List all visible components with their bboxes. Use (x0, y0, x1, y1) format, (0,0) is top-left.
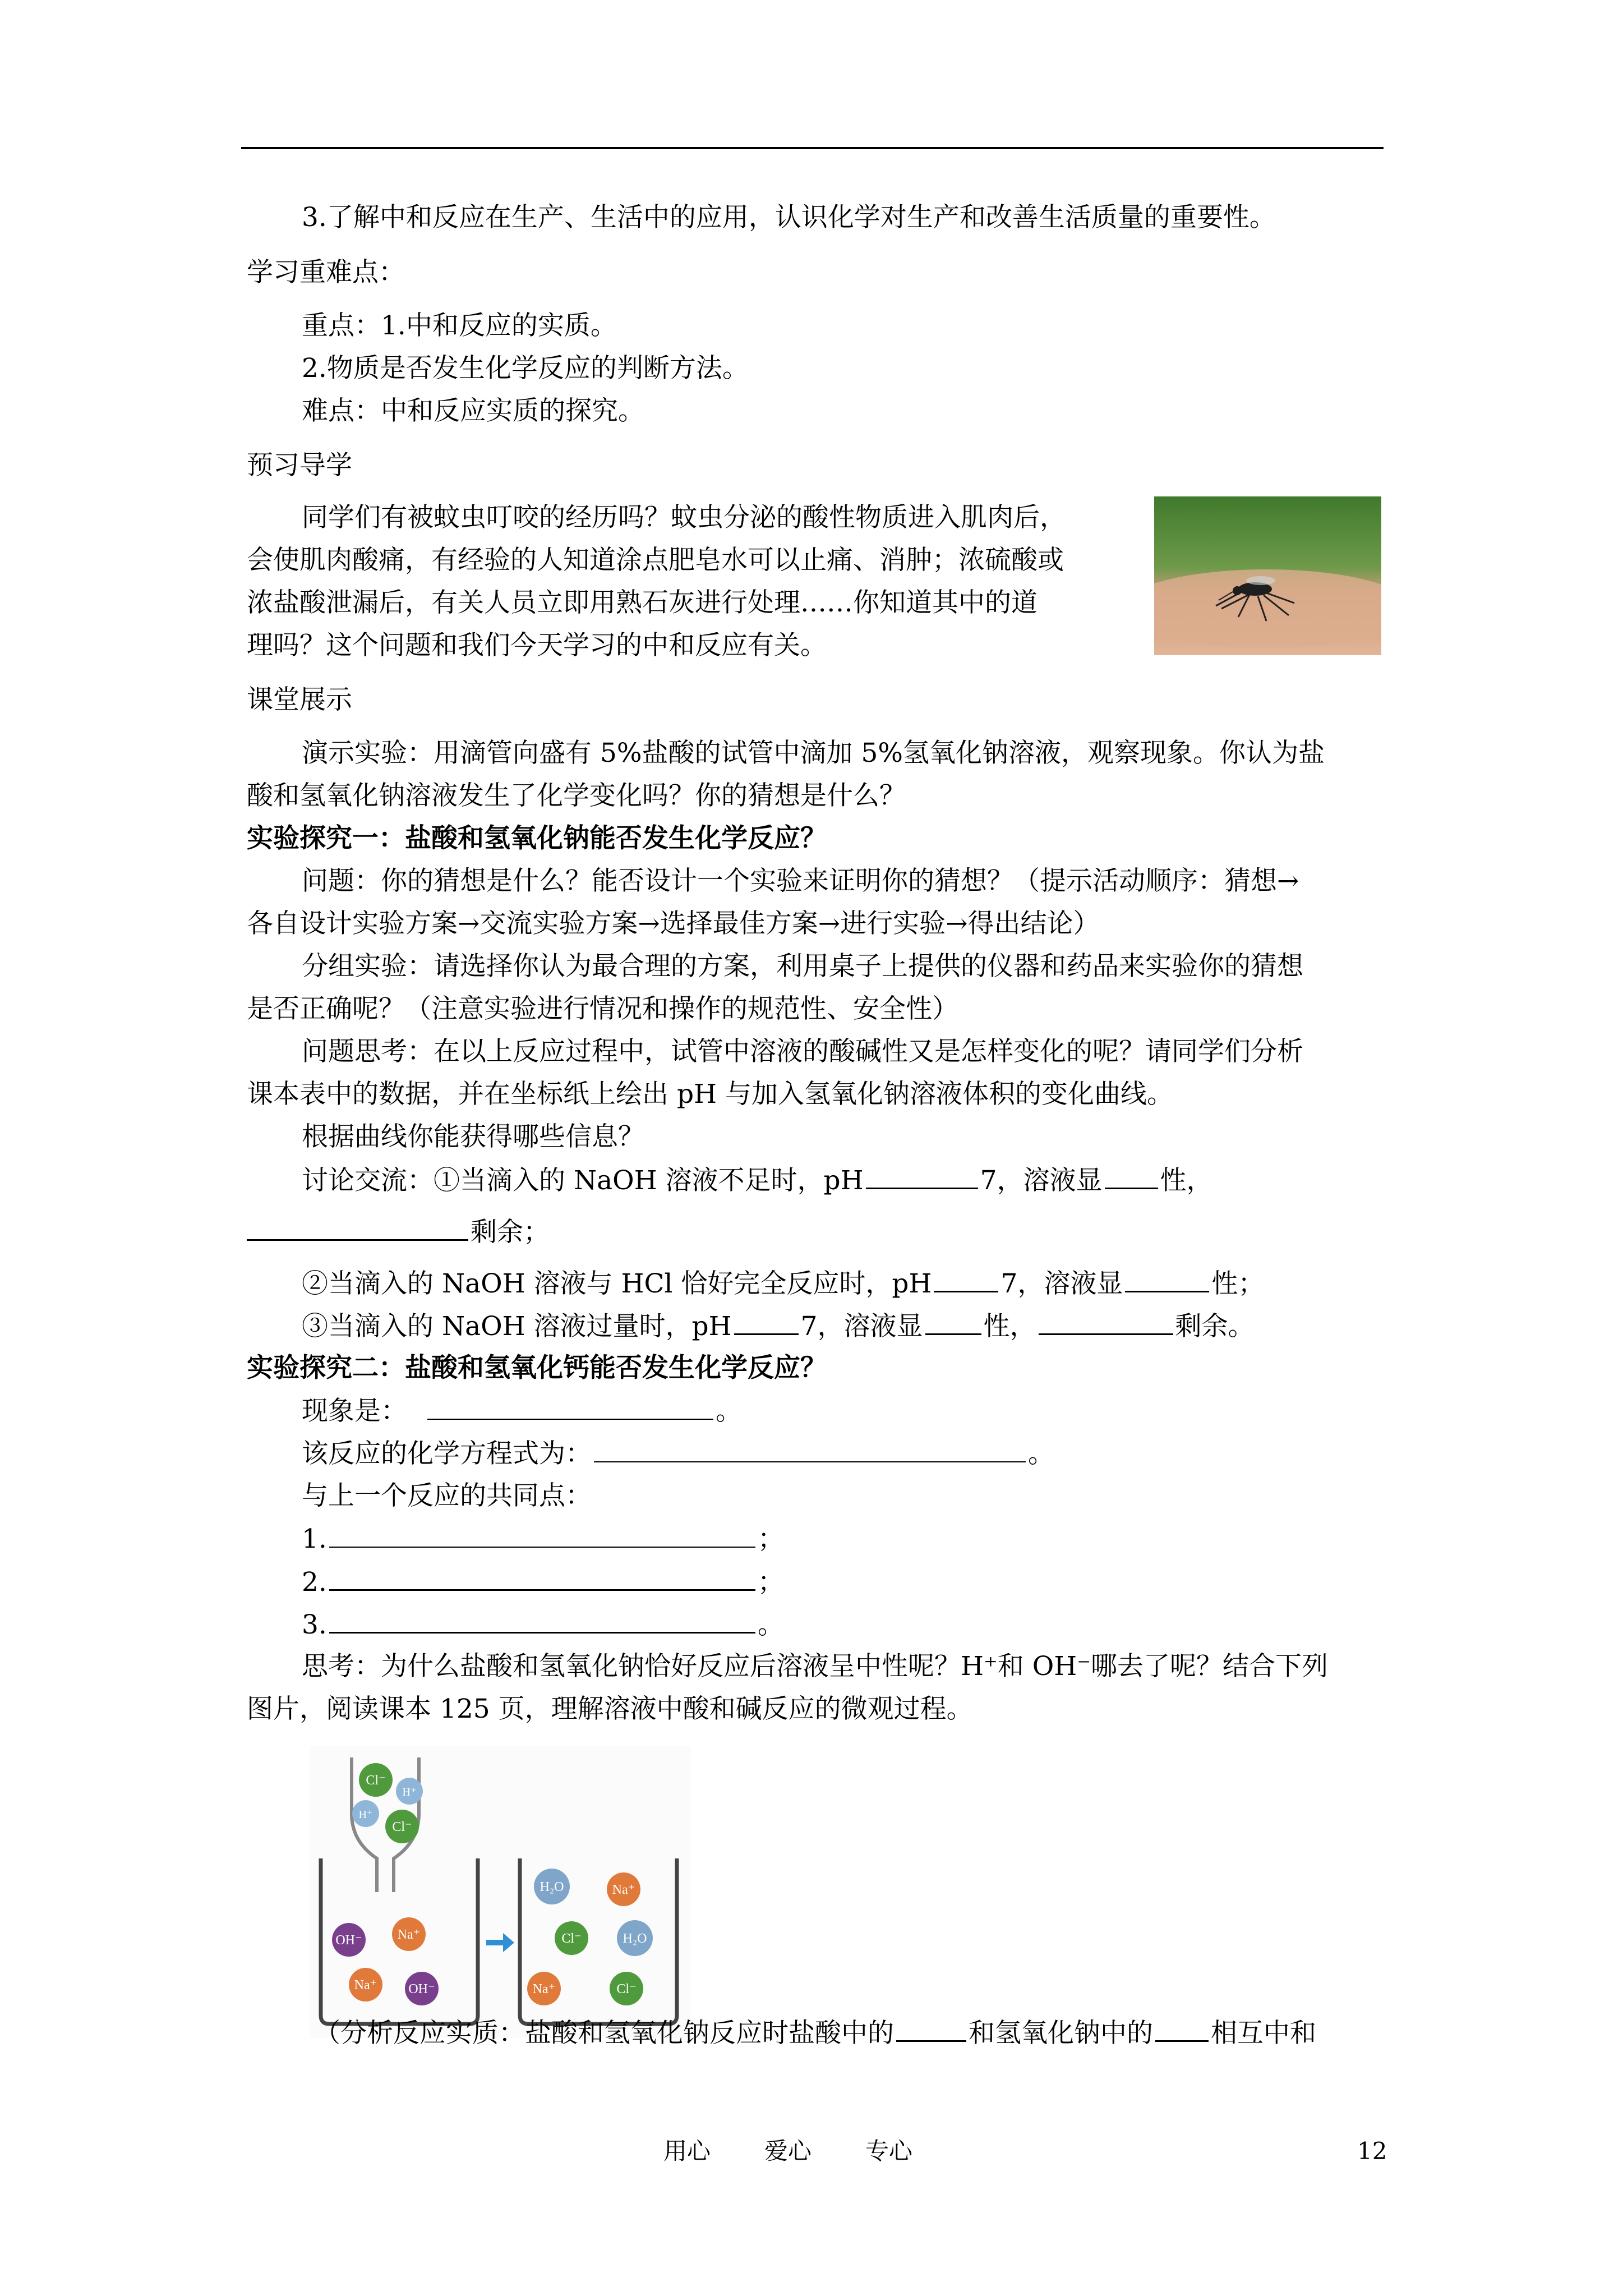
equation-line: 该反应的化学方程式为： 。 (302, 1437, 1054, 1471)
key-point-1: 重点：1.中和反应的实质。 (302, 310, 617, 341)
ion-label: Cl⁻ (392, 1820, 412, 1834)
phenomenon-line: 现象是： 。 (302, 1394, 742, 1428)
ion-label: OH⁻ (408, 1982, 435, 1996)
footer-motto-3: 专心 (865, 2137, 913, 2165)
preview-heading: 预习导学 (247, 450, 352, 481)
ion-label: Na⁺ (532, 1982, 556, 1996)
ion-label: H₂O (540, 1880, 564, 1894)
ion-label: Cl⁻ (616, 1982, 637, 1996)
footer-motto-1: 用心 (663, 2137, 711, 2165)
preview-line-4: 理吗？这个问题和我们今天学习的中和反应有关。 (247, 630, 827, 661)
question-line-1: 问题：你的猜想是什么？能否设计一个实验来证明你的猜想？（提示活动顺序：猜想→ (302, 866, 1299, 896)
page-number: 12 (1357, 2137, 1387, 2165)
remainder-blank-3[interactable] (1039, 1309, 1173, 1335)
common-blank-1[interactable] (329, 1522, 755, 1548)
class-heading: 课堂展示 (247, 684, 352, 715)
goal-3: 3.了解中和反应在生产、生活中的应用，认识化学对生产和改善生活质量的重要性。 (302, 202, 1276, 233)
discussion-case-2: ②当滴入的 NaOH 溶液与 HCl 恰好完全反应时，pH 7，溶液显 性； (302, 1266, 1264, 1301)
common-point-3: 3. 。 (302, 1607, 784, 1642)
ion-label: OH⁻ (335, 1933, 362, 1948)
analysis-blank-1[interactable] (896, 2016, 966, 2042)
ion-label: H⁺ (358, 1809, 373, 1821)
difficulty: 难点：中和反应实质的探究。 (302, 395, 644, 426)
preview-line-1: 同学们有被蚊虫叮咬的经历吗？蚊虫分泌的酸性物质进入肌肉后， (302, 502, 1066, 533)
key-points-heading: 学习重难点： (247, 257, 405, 288)
ph-blank-1[interactable] (866, 1163, 978, 1189)
think-line-2: 课本表中的数据，并在坐标纸上绘出 pH 与加入氢氧化钠溶液体积的变化曲线。 (247, 1079, 1173, 1110)
common-blank-2[interactable] (329, 1565, 755, 1591)
common-blank-3[interactable] (329, 1607, 755, 1634)
ph-blank-2[interactable] (934, 1266, 998, 1292)
preview-line-2: 会使肌肉酸痛，有经验的人知道涂点肥皂水可以止痛、消肿；浓硫酸或 (247, 545, 1064, 576)
nature-blank-3[interactable] (925, 1309, 981, 1335)
equation-blank[interactable] (594, 1437, 1026, 1462)
ion-label: Na⁺ (612, 1883, 635, 1897)
analysis-blank-2[interactable] (1155, 2016, 1209, 2042)
nature-blank-2[interactable] (1125, 1266, 1209, 1292)
phenomenon-blank[interactable] (427, 1394, 713, 1420)
reflect-line-2: 图片，阅读课本 125 页，理解溶液中酸和碱反应的微观过程。 (247, 1694, 973, 1724)
neutralization-diagram (310, 1746, 691, 2038)
common-points-heading: 与上一个反应的共同点： (302, 1480, 592, 1511)
experiment-2-title: 实验探究二：盐酸和氢氧化钙能否发生化学反应？ (247, 1352, 827, 1383)
ph-blank-3[interactable] (734, 1309, 799, 1335)
analysis-line: （分析反应实质：盐酸和氢氧化钠反应时盐酸中的 和氢氧化钠中的 相互中和 (314, 2016, 1316, 2050)
header-rule (241, 147, 1384, 149)
discussion-case-1: 讨论交流：①当滴入的 NaOH 溶液不足时，pH 7，溶液显 性， (302, 1163, 1213, 1198)
ion-label: Cl⁻ (561, 1931, 582, 1946)
common-point-1: 1. ； (302, 1522, 784, 1556)
preview-line-3: 浓盐酸泄漏后，有关人员立即用熟石灰进行处理……你知道其中的道 (247, 587, 1038, 618)
discussion-case-3: ③当滴入的 NaOH 溶液过量时，pH 7，溶液显 性， 剩余。 (302, 1309, 1255, 1343)
group-line-1: 分组实验：请选择你认为最合理的方案，利用桌子上提供的仪器和药品来实验你的猜想 (302, 951, 1303, 982)
ion-label: H₂O (623, 1931, 647, 1946)
discussion-remainder: 剩余； (247, 1214, 550, 1249)
ion-label: Cl⁻ (366, 1773, 386, 1788)
footer-motto-2: 爱心 (764, 2137, 812, 2165)
mosquito-photo (1154, 496, 1381, 655)
ion-label: Na⁺ (354, 1978, 377, 1993)
common-point-2: 2. ； (302, 1565, 784, 1599)
ion-label: Na⁺ (397, 1927, 421, 1942)
ion-label: H⁺ (402, 1786, 417, 1798)
demo-line-1: 演示实验：用滴管向盛有 5%盐酸的试管中滴加 5%氢氧化钠溶液，观察现象。你认为盐 (302, 738, 1325, 769)
reflect-line-1: 思考：为什么盐酸和氢氧化钠恰好反应后溶液呈中性呢？H⁺和 OH⁻哪去了呢？结合下列 (302, 1651, 1329, 1682)
remainder-blank-1[interactable] (247, 1214, 468, 1241)
experiment-1-title: 实验探究一：盐酸和氢氧化钠能否发生化学反应？ (247, 823, 827, 854)
question-line-2: 各自设计实验方案→交流实验方案→选择最佳方案→进行实验→得出结论） (247, 908, 1100, 939)
curve-question: 根据曲线你能获得哪些信息？ (302, 1121, 644, 1152)
key-point-2: 2.物质是否发生化学反应的判断方法。 (302, 353, 749, 384)
think-line-1: 问题思考：在以上反应过程中，试管中溶液的酸碱性又是怎样变化的呢？请同学们分析 (302, 1036, 1303, 1067)
nature-blank-1[interactable] (1105, 1163, 1158, 1189)
demo-line-2: 酸和氢氧化钠溶液发生了化学变化吗？你的猜想是什么？ (247, 780, 906, 811)
group-line-2: 是否正确呢？（注意实验进行情况和操作的规范性、安全性） (247, 993, 958, 1024)
